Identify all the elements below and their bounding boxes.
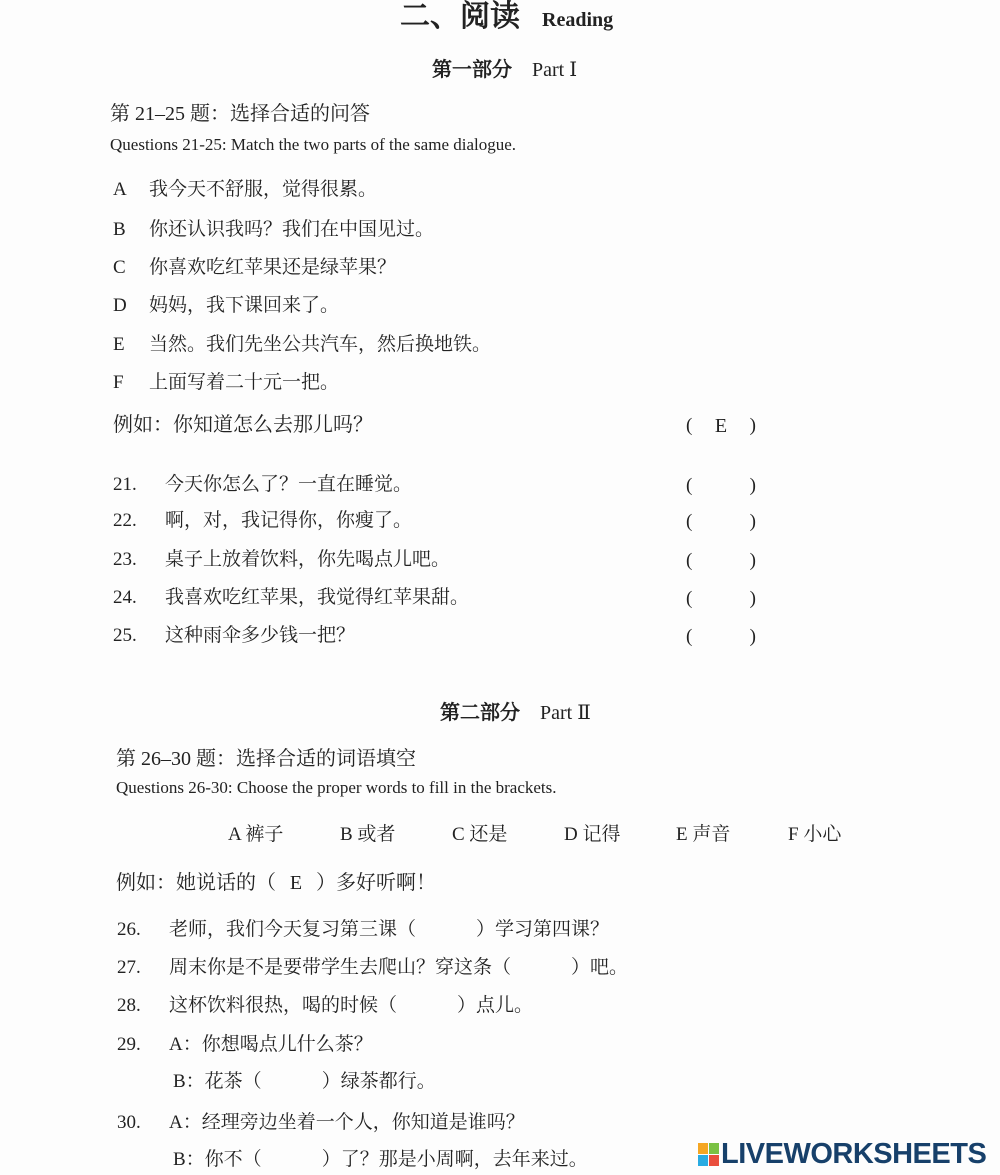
question-29-b <box>173 1072 436 1091</box>
part1-heading <box>432 60 577 80</box>
question-28 <box>117 996 533 1015</box>
question-text: ）点儿。 <box>457 995 534 1016</box>
part2-example <box>116 873 436 893</box>
answer-field-21[interactable]: ( ) <box>686 475 756 496</box>
question-22 <box>113 511 412 530</box>
part2-instruction-cn: 第 26–30 题：选择合适的词语填空 <box>116 748 416 770</box>
question-text: 我喜欢吃红苹果，我觉得红苹果甜。 <box>165 587 470 608</box>
part2-heading <box>440 703 591 723</box>
word-option: D 记得 <box>564 824 621 845</box>
liveworksheets-logo-icon <box>698 1143 719 1166</box>
question-text: 这种雨伞多少钱一把？ <box>165 625 356 646</box>
question-number: 23. <box>113 549 137 570</box>
part1-example: 例如：你知道怎么去那儿吗？ <box>113 414 373 436</box>
example-text: 例如：她说话的（ <box>116 872 276 894</box>
question-text: B：花茶（ <box>173 1071 262 1092</box>
question-number: 22. <box>113 510 137 531</box>
option-e <box>113 335 491 354</box>
question-23 <box>113 550 450 569</box>
example-answer: E <box>714 415 728 437</box>
option-letter: C <box>113 257 126 278</box>
question-text: ）吧。 <box>571 957 629 978</box>
option-f <box>113 373 339 392</box>
question-text: ）了？那是小周啊，去年来过。 <box>321 1149 588 1170</box>
question-text: 今天你怎么了？一直在睡觉。 <box>165 474 413 495</box>
question-number: 27. <box>117 957 141 978</box>
question-21 <box>113 475 412 494</box>
part2-instruction-en: Questions 26-30: Choose the proper words to fill in the brackets. <box>116 778 557 797</box>
option-text: 你还认识我吗？我们在中国见过。 <box>149 219 435 240</box>
watermark-text: LIVEWORKSHEETS <box>721 1138 987 1170</box>
word-bank <box>228 825 900 844</box>
option-letter: D <box>113 295 127 316</box>
question-number: 25. <box>113 625 137 646</box>
section-title <box>400 2 613 32</box>
option-letter: A <box>113 179 127 200</box>
question-text: B：你不（ <box>173 1149 262 1170</box>
question-text: 周末你是不是要带学生去爬山？穿这条（ <box>169 957 512 978</box>
part1-instruction-cn: 第 21–25 题：选择合适的问答 <box>110 103 370 125</box>
part1-instruction-en: Questions 21-25: Match the two parts of the same dialogue. <box>110 135 517 154</box>
question-text: A：经理旁边坐着一个人，你知道是谁吗？ <box>169 1112 525 1133</box>
question-text: 这杯饮料很热，喝的时候（ <box>169 995 398 1016</box>
question-number: 21. <box>113 474 137 495</box>
option-text: 妈妈，我下课回来了。 <box>149 295 340 316</box>
liveworksheets-watermark <box>698 1138 986 1171</box>
part2-heading-cn: 第二部分 <box>440 702 520 724</box>
question-number: 29. <box>117 1034 141 1055</box>
question-number: 30. <box>117 1112 141 1133</box>
answer-field-25[interactable]: ( ) <box>686 626 756 647</box>
word-option: E 声音 <box>676 824 731 845</box>
question-text: ）学习第四课？ <box>476 919 610 940</box>
question-24 <box>113 588 469 607</box>
answer-field-22[interactable]: ( ) <box>686 511 756 532</box>
word-option: A 裤子 <box>228 824 284 845</box>
question-number: 28. <box>117 995 141 1016</box>
option-d <box>113 296 339 315</box>
option-text: 我今天不舒服，觉得很累。 <box>149 179 378 200</box>
title-en: Reading <box>542 9 614 31</box>
question-25 <box>113 626 355 645</box>
question-number: 24. <box>113 587 137 608</box>
option-a <box>113 180 377 199</box>
question-30 <box>117 1113 525 1132</box>
example-answer: E <box>289 872 303 894</box>
example-answer-bracket: ( E ) <box>686 415 756 437</box>
option-c <box>113 258 396 277</box>
option-text: 当然。我们先坐公共汽车，然后换地铁。 <box>149 334 492 355</box>
option-letter: F <box>113 372 124 393</box>
option-letter: E <box>113 334 125 355</box>
word-option: C 还是 <box>452 824 508 845</box>
example-text: ）多好听啊！ <box>316 872 436 894</box>
question-text: A：你想喝点儿什么茶？ <box>169 1034 373 1055</box>
part1-heading-en: Part Ⅰ <box>532 59 578 81</box>
option-b <box>113 220 434 239</box>
part1-heading-cn: 第一部分 <box>432 59 512 81</box>
question-text: ）绿茶都行。 <box>321 1071 436 1092</box>
option-text: 你喜欢吃红苹果还是绿苹果？ <box>149 257 397 278</box>
word-option: B 或者 <box>340 824 396 845</box>
answer-field-24[interactable]: ( ) <box>686 588 756 609</box>
question-number: 26. <box>117 919 141 940</box>
question-26 <box>117 920 609 939</box>
question-text: 啊，对，我记得你，你瘦了。 <box>165 510 413 531</box>
word-option: F 小心 <box>788 824 842 845</box>
question-27 <box>117 958 628 977</box>
part2-heading-en: Part Ⅱ <box>540 702 591 724</box>
title-cn: 二、阅读 <box>400 0 520 33</box>
question-text: 老师，我们今天复习第三课（ <box>169 919 417 940</box>
question-30-b <box>173 1150 588 1169</box>
option-letter: B <box>113 219 126 240</box>
option-text: 上面写着二十元一把。 <box>149 372 340 393</box>
answer-field-23[interactable]: ( ) <box>686 550 756 571</box>
question-text: 桌子上放着饮料，你先喝点儿吧。 <box>165 549 451 570</box>
question-29 <box>117 1035 373 1054</box>
